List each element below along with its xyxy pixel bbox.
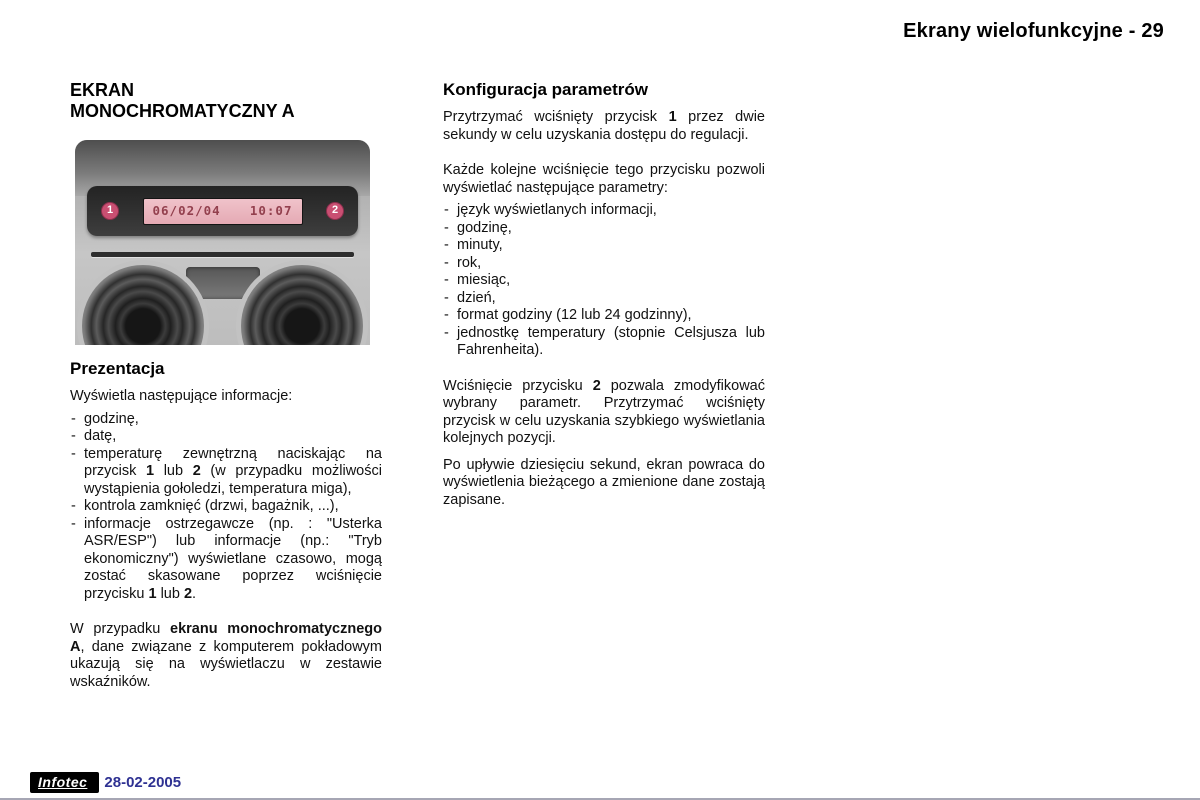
list-item: - miesiąc, [443,272,765,290]
button-1-callout [101,202,119,220]
konfiguracja-para-3: Wciśnięcie przycisku 2 pozwala zmodyfikować wybrany parametr. Przytrzymać wciśnięty przycisk w celu uzyskania szybkiego wyświetlania kolejnych pozycji. [443,377,765,446]
konfiguracja-para-4: Po upływie dziesięciu sekund, ekran powraca do wyświetlenia bieżącego a zmienione dane zostają zapisane. [443,456,765,508]
list-item: - rok, [443,255,765,273]
lcd-screen [143,198,303,225]
list-item: - minuty, [443,237,765,255]
list-item: - godzinę, [443,220,765,238]
lcd-time: 10:07 [249,203,293,219]
prezentacja-title: Prezentacja [70,359,165,378]
prezentacja-intro: Wyświetla następujące informacje: [70,388,293,404]
konfiguracja-para-2: Każde kolejne wciśnięcie tego przycisku pozwoli wyświetlać następujące parametry: [443,162,765,196]
button-2-callout [326,202,344,220]
list-item: - kontrola zamknięć (drzwi, bagażnik, ...), [70,498,382,516]
konfiguracja-para-1: Przytrzymać wciśnięty przycisk 1 przez dwie sekundy w celu uzyskania dostępu do regulacji. [443,109,765,143]
section-title-line1: EKRAN [70,80,135,100]
button-1-label: 1 [106,204,114,217]
prezentacja-closing: W przypadku ekranu monochromatycznego A, dane związane z komputerem pokładowym ukazują się na wyświetlaczu w zestawie wskaźników. [70,621,382,690]
konfiguracja-title: Konfiguracja parametrów [443,80,648,99]
page-title: Ekrany wielofunkcyjne - 29 [903,20,1164,42]
list-item: - temperaturę zewnętrzną naciskając na przycisk 1 lub 2 (w przypadku możliwości wystąpienia gołoledzi, temperatura miga), [70,446,382,499]
lcd-date: 06/02/04 [152,203,221,219]
page-header [903,20,1164,43]
dashboard-photo [70,140,375,345]
list-item: - dzień, [443,290,765,308]
list-item: - jednostkę temperatury (stopnie Celsjusza lub Fahrenheita). [443,325,765,360]
multifunction-display [87,186,358,236]
section-title-monochrome-screen [70,80,382,122]
parametry-list [443,202,765,360]
list-item: - język wyświetlanych informacji, [443,202,765,220]
section-title-line2: MONOCHROMATYCZNY A [70,101,295,121]
list-item: - godzinę, [70,411,382,429]
list-item: - informacje ostrzegawcze (np. : "Usterka ASR/ESP") lub informacje (np.: "Tryb ekonomiczny") wyświetlane czasowo, mogą zostać skasowane poprzez wciśnięcie przycisku 1 lub 2. [70,516,382,604]
left-column [70,80,382,691]
prezentacja-list [70,411,382,604]
right-column [443,80,765,509]
revision-date: 28-02-2005 [104,774,182,791]
list-item: - datę, [70,428,382,446]
list-item: - format godziny (12 lub 24 godzinny), [443,307,765,325]
button-2-label: 2 [331,204,339,217]
cd-slot [91,252,354,257]
center-console [75,140,370,345]
infotec-logo [30,772,99,793]
page-footer [30,772,181,793]
infotec-logo-text: Infotec [38,774,88,790]
